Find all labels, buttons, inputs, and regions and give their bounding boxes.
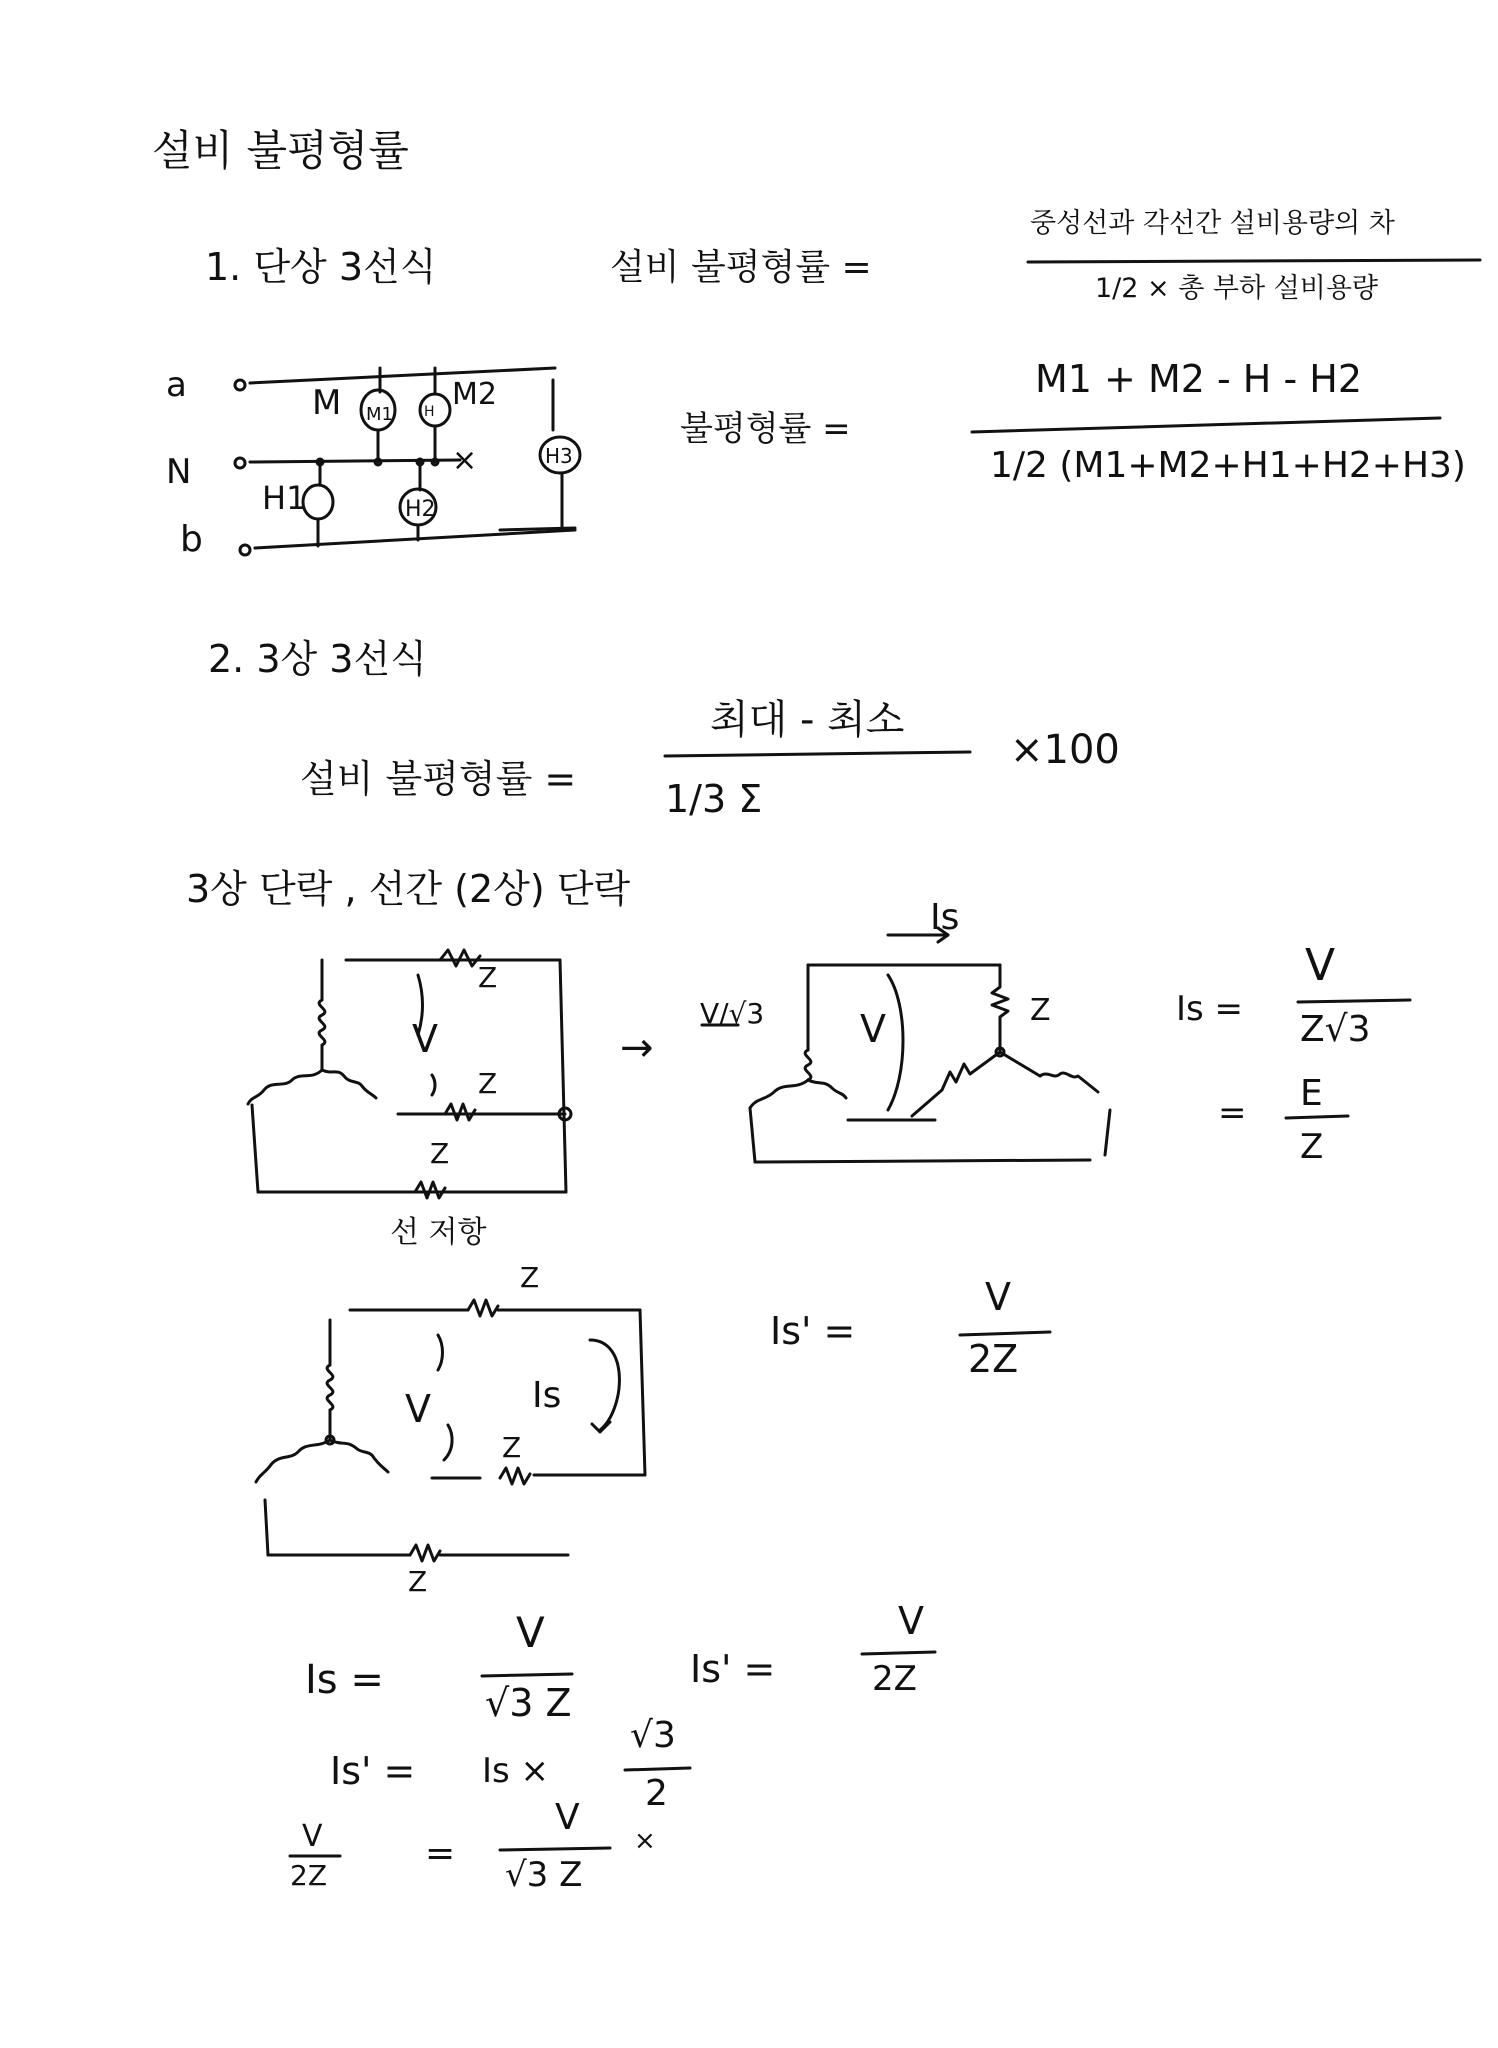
circuit1-v: V — [412, 1017, 438, 1061]
example-fraction-bar — [972, 418, 1440, 432]
eq1-numerator: V — [1305, 940, 1336, 991]
summary-eq4-rhs-bar — [500, 1848, 610, 1850]
summary-eq3-mid: Is × — [482, 1751, 550, 1791]
circuit1-z3: Z — [430, 1137, 450, 1170]
circuit3-z-top: Z — [520, 1261, 540, 1294]
eq2-numerator: E — [1300, 1073, 1323, 1114]
section1-example-numerator: M1 + M2 - H - H2 — [1035, 357, 1362, 401]
circuit1-caption: 선 저항 — [390, 1215, 487, 1250]
circuit2-is-label: Is — [930, 897, 960, 938]
resistor-z-left — [912, 1052, 1000, 1116]
eq2-lhs: = — [1218, 1093, 1247, 1133]
wire-a — [250, 368, 555, 383]
summary-eq2-denominator: 2Z — [872, 1659, 917, 1699]
section2-fraction-bar — [665, 752, 970, 756]
circuit3-z-mid: Z — [502, 1431, 522, 1464]
line-n-label: N — [166, 452, 192, 492]
eq2-denominator: Z — [1300, 1127, 1324, 1167]
section1-example-label: 불평형률 = — [680, 409, 851, 449]
eq1-fraction-bar — [1298, 1000, 1410, 1002]
eq3-fraction-bar — [960, 1332, 1050, 1335]
eq3-lhs: Is' = — [770, 1309, 856, 1353]
resistor-z1 — [440, 950, 480, 966]
load-h-top-circle-label: H — [424, 404, 435, 420]
circuit3-z-bot: Z — [408, 1565, 428, 1598]
resistor-z-bot — [410, 1545, 440, 1561]
summary-eq3-fraction-bar — [625, 1768, 690, 1770]
line-to-line-short-circuit — [256, 1300, 645, 1561]
terminal-a — [235, 380, 245, 390]
section1-example-denominator: 1/2 (M1+M2+H1+H2+H3) — [990, 445, 1466, 486]
three-phase-short-circuit — [248, 950, 571, 1198]
summary-eq1-denominator: √3 Z — [485, 1681, 572, 1725]
section2-numerator: 최대 - 최소 — [710, 697, 905, 743]
summary-eq1-fraction-bar — [482, 1674, 572, 1676]
load-m-label: M — [312, 383, 342, 423]
eq1-denominator: Z√3 — [1300, 1009, 1371, 1050]
resistor-z-top — [468, 1300, 498, 1316]
load-h2-circle-label: H2 — [405, 497, 436, 522]
summary-eq4-rhs-numerator: V — [555, 1797, 580, 1838]
section2-denominator: 1/3 Σ — [665, 777, 763, 821]
summary-eq3-numerator: √3 — [630, 1715, 676, 1756]
line-a-label: a — [166, 365, 187, 405]
line-b-label: b — [180, 519, 203, 560]
circuit2-z: Z — [1030, 993, 1051, 1028]
summary-eq2-numerator: V — [898, 1599, 924, 1643]
circuit3-is: Is — [532, 1375, 562, 1416]
section2-heading: 2. 3상 3선식 — [208, 637, 427, 681]
load-h1-text: H1 — [262, 479, 307, 517]
section1-fraction-bar — [1028, 260, 1480, 262]
summary-eq4-lhs-numerator: V — [302, 1819, 323, 1854]
summary-eq4-lhs-denominator: 2Z — [290, 1859, 327, 1892]
summary-eq2-fraction-bar — [862, 1652, 935, 1654]
load-m1-circle-label: M1 — [366, 404, 393, 425]
terminal-n — [235, 458, 245, 468]
load-m2-text: M2 — [452, 377, 497, 412]
summary-eq1-numerator: V — [516, 1608, 545, 1657]
circuit1-z1: Z — [478, 961, 498, 994]
resistor-z-vertical — [992, 965, 1008, 1052]
section1-heading: 1. 단상 3선식 — [205, 245, 437, 289]
single-phase-circuit — [235, 368, 580, 555]
summary-eq1-lhs: Is = — [305, 1657, 384, 1703]
terminal-b — [240, 545, 250, 555]
section1-formula-label: 설비 불평형률 = — [610, 247, 872, 288]
eq1-lhs: Is = — [1176, 989, 1244, 1029]
star-equivalent-circuit — [702, 928, 1110, 1162]
section1-numerator: 중성선과 각선간 설비용량의 차 — [1030, 208, 1395, 239]
is-loop-arrow — [590, 1340, 619, 1430]
section2-multiplier: ×100 — [1010, 727, 1120, 773]
circuit3-v: V — [405, 1387, 431, 1431]
wire-n — [250, 460, 460, 462]
section3-heading: 3상 단락 , 선간 (2상) 단락 — [186, 867, 631, 911]
summary-eq4-rhs-denominator: √3 Z — [505, 1855, 583, 1895]
circuit2-v: V — [860, 1007, 886, 1051]
coil-left — [248, 1070, 322, 1104]
summary-eq3-denominator: 2 — [645, 1773, 668, 1814]
summary-eq4-mark: × — [634, 1826, 656, 1856]
summary-eq2-lhs: Is' = — [690, 1647, 776, 1691]
break-mark: × — [452, 443, 478, 478]
summary-eq4-equals: = — [425, 1833, 456, 1874]
wire-b — [255, 530, 575, 548]
circuit2-arrow: → — [620, 1025, 654, 1071]
load-h3-circle-label: H3 — [545, 444, 573, 468]
eq3-numerator: V — [985, 1275, 1011, 1319]
coil-right — [322, 1070, 376, 1098]
coil-top — [319, 1000, 325, 1045]
summary-eq3-lhs: Is' = — [330, 1749, 416, 1793]
resistor-z-mid — [500, 1468, 530, 1484]
eq2-fraction-bar — [1286, 1116, 1348, 1118]
section2-formula-label: 설비 불평형률 = — [300, 757, 577, 801]
resistor-z3 — [415, 1182, 445, 1198]
resistor-z2 — [445, 1104, 475, 1120]
load-h1 — [303, 485, 333, 519]
circuit1-z2: Z — [478, 1067, 498, 1100]
section1-denominator: 1/2 × 총 부하 설비용량 — [1095, 273, 1378, 304]
circuit2-source-voltage: V/√3 — [700, 997, 765, 1030]
page-title: 설비 불평형률 — [152, 126, 409, 175]
eq3-denominator: 2Z — [968, 1337, 1019, 1381]
